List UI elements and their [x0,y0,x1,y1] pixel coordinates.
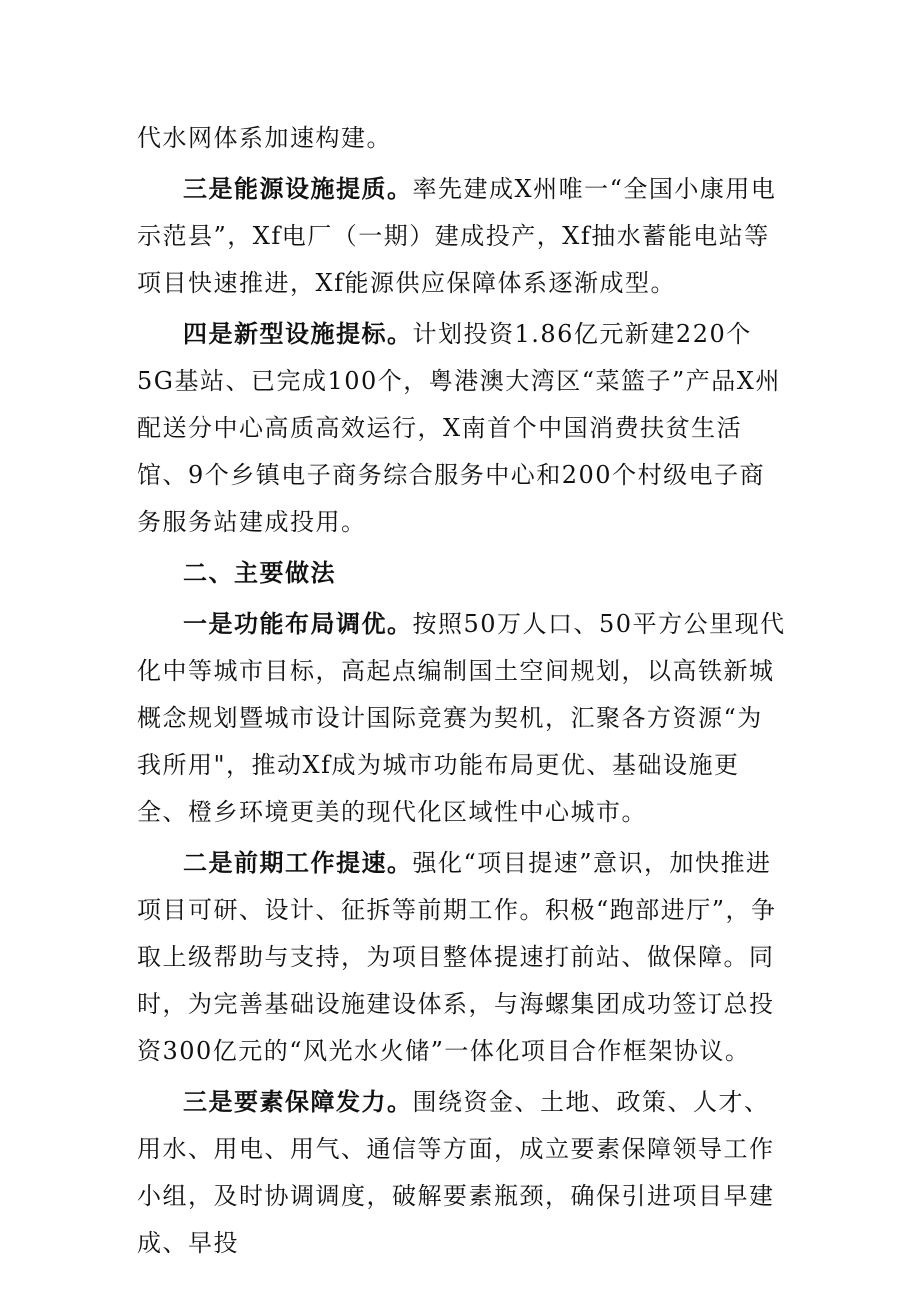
paragraph-text: 按照50万人口、50平方公里现代化中等城市目标，高起点编制国土空间规划，以高铁新城概念规划暨城市设计国际竞赛为契机，汇聚各方资源“为我所用"，推动Xf成为城市功能布局更优、基础设施更全、橙乡环境更美的现代化区域性中心城市。 [137,610,786,826]
paragraph-functional-layout [137,600,787,836]
paragraph-text: 率先建成X州唯一“全国小康用电示范县”，Xf电厂（一期）建成投产，Xf抽水蓄能电站等项目快速推进，Xf能源供应保障体系逐渐成型。 [137,175,777,297]
paragraph-text: 围绕资金、土地、政策、人才、用水、用电、用气、通信等方面，成立要素保障领导工作小组，及时协调调度，破解要素瓶颈，确保引进项目早建成、早投 [137,1088,775,1257]
paragraph-text: 强化“项目提速”意识，加快推进项目可研、设计、征拆等前期工作。积极“跑部进厅”，争取上级帮助与支持，为项目整体提速打前站、做保障。同时，为完善基础设施建设体系，与海螺集团成功签订总投资300亿元的“风光水火储”一体化项目合作框架协议。 [137,849,777,1065]
paragraph-lead: 一是功能布局调优。 [183,609,413,638]
paragraph-lead: 三是要素保障发力。 [183,1087,413,1116]
paragraph-lead: 二是前期工作提速。 [183,848,413,877]
paragraph-factor-guarantee [137,1078,787,1267]
paragraph-text: 代水网体系加速构建。 [137,124,392,152]
document-body [137,114,787,1270]
paragraph-lead: 四是新型设施提标。 [183,319,413,348]
paragraph-preliminary-work [137,839,787,1075]
paragraph-text: 计划投资1.86亿元新建220个5G基站、已完成100个，粤港澳大湾区“菜篮子”产品X州配送分中心高质高效运行，X南首个中国消费扶贫生活馆、9个乡镇电子商务综合服务中心和200个村级电子商务服务站建成投用。 [137,320,781,536]
paragraph-lead: 三是能源设施提质。 [183,174,413,203]
paragraph-energy-facilities [137,165,787,307]
paragraph-new-facilities [137,310,787,546]
paragraph-water-network [137,114,787,162]
section-heading [137,549,787,597]
section-heading-text: 二、主要做法 [183,558,336,587]
